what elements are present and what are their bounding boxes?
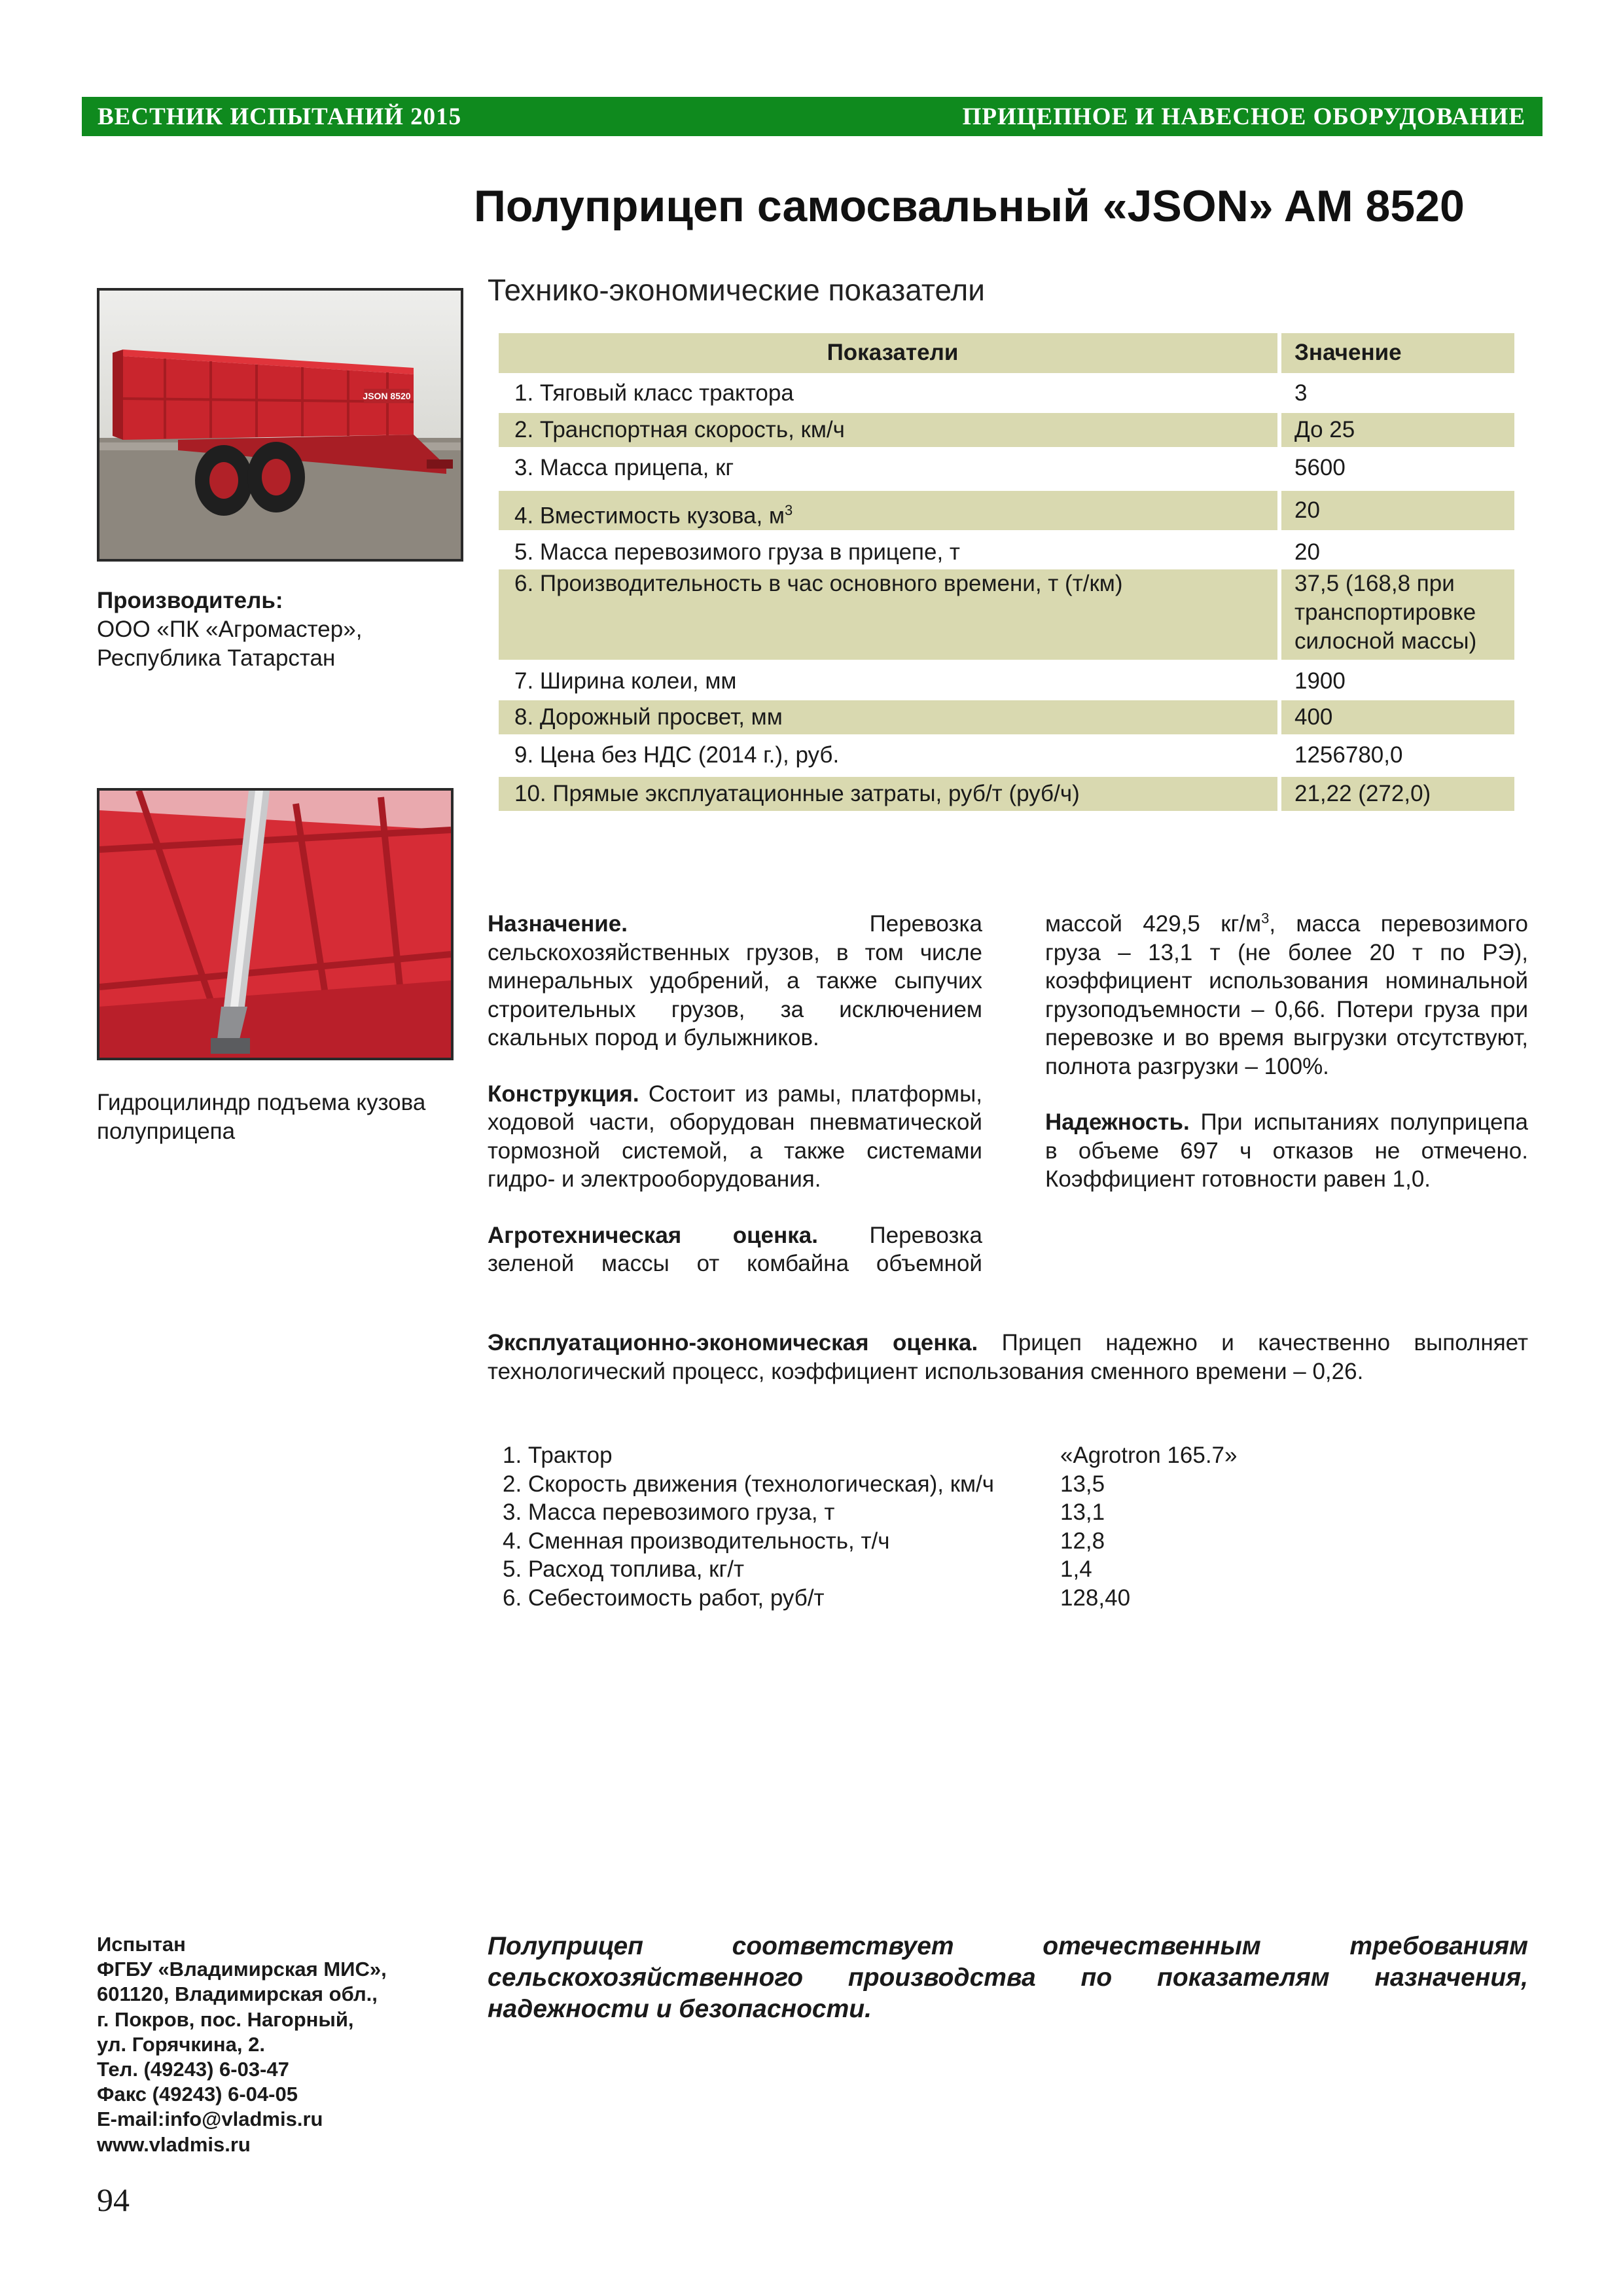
row-param: 1. Тяговый класс трактора <box>514 380 794 406</box>
agro-continuation <box>1045 910 1528 1081</box>
tested-by-line: Тел. (49243) 6-03-47 <box>97 2058 289 2081</box>
table-header-row <box>499 333 1514 373</box>
tested-by-line: ул. Горячкина, 2. <box>97 2032 265 2056</box>
row-param-text: 4. Вместимость кузова, м <box>514 503 785 529</box>
table-row <box>499 451 1514 487</box>
row-param: 7. Ширина колеи, мм <box>514 668 737 694</box>
purpose-text: Перевозка сельскохозяйственных грузов, в том числе минеральных удобрений, а также сыпучих строительных грузов, за исключением скальных пород и булыжников. <box>488 911 982 1050</box>
manufacturer-block <box>97 586 362 673</box>
table-row <box>499 491 1514 530</box>
tested-by-line: ФГБУ «Владимирская МИС», <box>97 1958 387 1981</box>
manufacturer-region: Республика Татарстан <box>97 645 336 671</box>
list-item <box>503 1527 1237 1556</box>
row-value: 21,22 (272,0) <box>1294 781 1431 806</box>
row-value: 20 <box>1294 497 1320 523</box>
econ-paragraph <box>488 1329 1528 1386</box>
table-row <box>499 664 1514 699</box>
item-key: 5. Расход топлива, кг/т <box>503 1556 744 1582</box>
row-param: 5. Масса перевозимого груза в прицепе, т <box>514 539 960 565</box>
journal-title: ВЕСТНИК ИСПЫТАНИЙ 2015 <box>98 103 462 130</box>
tested-by-line: Испытан <box>97 1933 186 1956</box>
agro-cont-text: , масса перевозимого груза – 13,1 т (не более 20 т по РЭ), коэффициент использования номинальной грузоподъемности – 0,66. Потери груза при перевозке и во время выгрузки отсутствуют, полнота разгрузки – 100%. <box>1045 911 1528 1079</box>
row-value: 1256780,0 <box>1294 742 1403 768</box>
construction-title: Конструкция. <box>488 1081 639 1107</box>
construction-text: Состоит из рамы, платформы, ходовой части, оборудован пневматической тормозной системой, а также системами гидро- и электрооборудования. <box>488 1081 982 1192</box>
item-value: 128,40 <box>1060 1585 1131 1611</box>
header-bar <box>82 97 1543 136</box>
item-value: 1,4 <box>1060 1556 1092 1582</box>
tested-by-line: 601120, Владимирская обл., <box>97 1982 378 2006</box>
row-value: 5600 <box>1294 455 1346 480</box>
purpose-paragraph <box>488 910 982 1052</box>
list-item <box>503 1555 1237 1584</box>
construction-paragraph <box>488 1080 982 1194</box>
conclusion: Полуприцеп соответствует отечественным требованиям сельскохозяйственного производства по показателям назначения, надежности и безопасности. <box>488 1932 1528 2023</box>
table-heading: Технико-экономические показатели <box>488 273 985 307</box>
section-title: ПРИЦЕПНОЕ И НАВЕСНОЕ ОБОРУДОВАНИЕ <box>962 103 1525 130</box>
econ-text: Прицеп надежно и качественно выполняет технологический процесс, коэффициент использования сменного времени – 0,26. <box>488 1330 1528 1384</box>
item-key: 1. Трактор <box>503 1443 613 1468</box>
row-value: 400 <box>1294 704 1333 730</box>
list-item <box>503 1498 1237 1527</box>
row-value: 1900 <box>1294 668 1346 694</box>
reliability-paragraph <box>1045 1108 1528 1194</box>
manufacturer-label: Производитель: <box>97 588 283 613</box>
agro-title: Агротехническая оценка. <box>488 1222 818 1248</box>
reliability-title: Надежность. <box>1045 1109 1190 1135</box>
tested-by-block <box>97 1932 387 2157</box>
tested-by-line: www.vladmis.ru <box>97 2132 251 2156</box>
text-column-right <box>1045 910 1528 1194</box>
row-value: 3 <box>1294 380 1308 406</box>
tested-by-line: E-mail:info@vladmis.ru <box>97 2108 323 2131</box>
reliability-text: При испытаниях полуприцепа в объеме 697 ч отказов не отмечено. Коэффициент готовности равен 1,0. <box>1045 1109 1528 1192</box>
tested-by-line: г. Покров, пос. Нагорный, <box>97 2007 354 2031</box>
cylinder-photo <box>97 788 454 1060</box>
trailer-illustration <box>99 291 461 559</box>
caption-line: Гидроцилиндр подъема кузова <box>97 1090 426 1115</box>
specs-table <box>499 333 1514 811</box>
row-param: 8. Дорожный просвет, мм <box>514 704 783 730</box>
agro-text: Перевозка зеленой массы от комбайна объемной <box>488 1222 982 1276</box>
text-column-left <box>488 910 982 1278</box>
list-item <box>503 1584 1237 1613</box>
agro-paragraph <box>488 1221 982 1278</box>
row-value: До 25 <box>1294 417 1355 442</box>
photo-caption <box>97 1088 425 1146</box>
row-param <box>514 496 1271 531</box>
purpose-title: Назначение. <box>488 911 628 937</box>
table-row <box>499 569 1514 660</box>
table-row <box>499 700 1514 734</box>
column-header-param: Показатели <box>827 340 959 365</box>
row-param: 2. Транспортная скорость, км/ч <box>514 417 845 442</box>
row-param: 3. Масса прицепа, кг <box>514 455 734 480</box>
list-item <box>503 1470 1237 1499</box>
row-value: 20 <box>1294 539 1320 565</box>
item-key: 3. Масса перевозимого груза, т <box>503 1499 835 1525</box>
table-row <box>499 534 1514 568</box>
row-param: 10. Прямые эксплуатационные затраты, руб/т (руб/ч) <box>514 781 1080 806</box>
item-key: 4. Сменная производительность, т/ч <box>503 1528 890 1554</box>
table-row <box>499 777 1514 811</box>
item-key: 2. Скорость движения (технологическая), км/ч <box>503 1471 995 1497</box>
row-param: 9. Цена без НДС (2014 г.), руб. <box>514 742 840 768</box>
row-value: 37,5 (168,8 при транспортировке силосной массы) <box>1294 571 1477 654</box>
item-key: 6. Себестоимость работ, руб/т <box>503 1585 825 1611</box>
cylinder-illustration <box>99 791 451 1058</box>
row-param: 6. Производительность в час основного времени, т (т/км) <box>514 571 1123 596</box>
page-title: Полуприцеп самосвальный «JSON» AM 8520 <box>474 181 1465 231</box>
trailer-photo <box>97 288 463 562</box>
econ-title: Эксплуатационно-экономическая оценка. <box>488 1330 978 1355</box>
item-value: 13,5 <box>1060 1471 1105 1497</box>
page-number: 94 <box>97 2181 130 2218</box>
column-header-value: Значение <box>1294 340 1402 365</box>
manufacturer-name: ООО «ПК «Агромастер», <box>97 617 363 642</box>
table-row <box>499 374 1514 413</box>
item-value: 13,1 <box>1060 1499 1105 1525</box>
trailer-label: JSON 8520 <box>363 391 411 401</box>
tested-by-line: Факс (49243) 6-04-05 <box>97 2083 298 2106</box>
row-param-sup: 3 <box>785 502 793 518</box>
table-row <box>499 413 1514 447</box>
caption-line: полуприцепа <box>97 1119 236 1144</box>
item-value: 12,8 <box>1060 1528 1105 1554</box>
agro-cont-sup: 3 <box>1261 910 1270 927</box>
agro-cont-text: массой 429,5 кг/м <box>1045 911 1262 937</box>
item-value: «Agrotron 165.7» <box>1060 1443 1238 1468</box>
list-item <box>503 1441 1237 1470</box>
table-row <box>499 738 1514 773</box>
test-results-list <box>503 1441 1237 1612</box>
